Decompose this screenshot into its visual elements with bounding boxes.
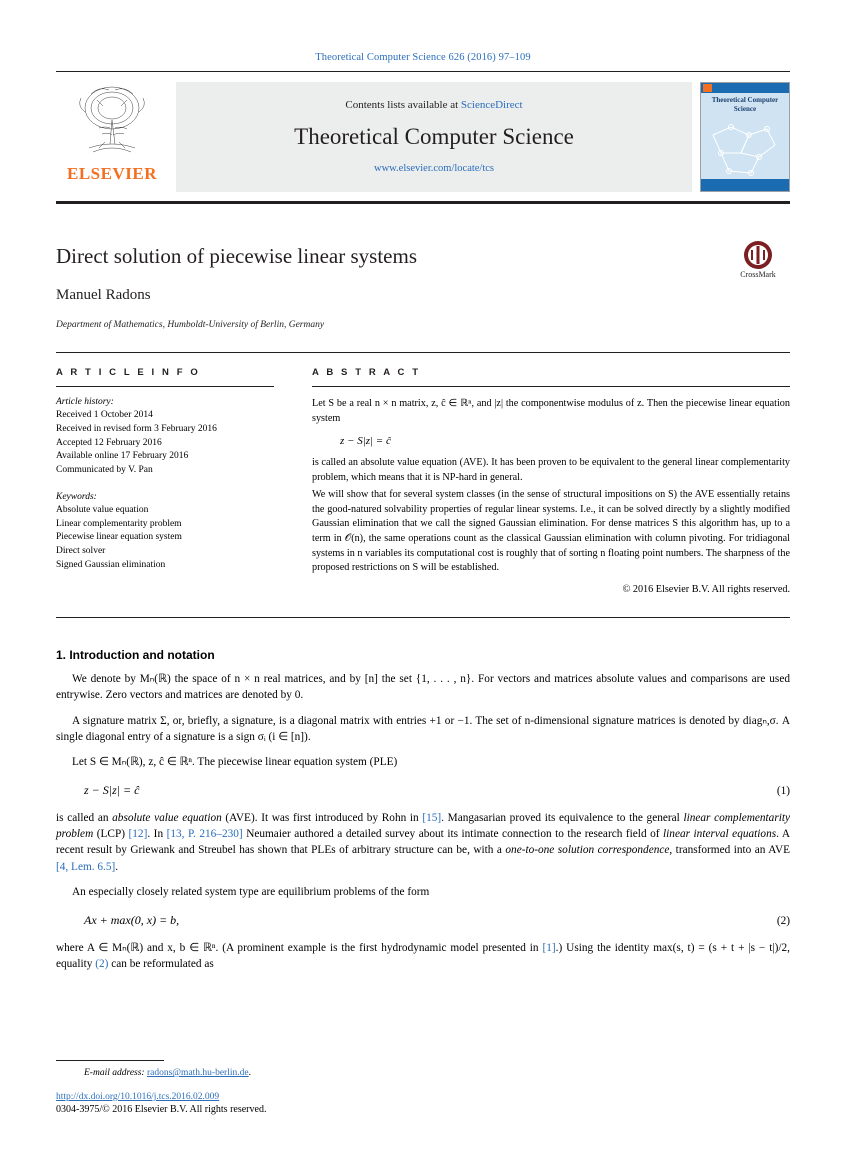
- history-item: Communicated by V. Pan: [56, 465, 153, 476]
- journal-cover-thumbnail: [700, 82, 790, 192]
- sciencedirect-link[interactable]: ScienceDirect: [460, 99, 523, 111]
- history-item: Accepted 12 February 2016: [56, 437, 162, 448]
- citation-link-15[interactable]: [15]: [422, 811, 442, 824]
- keyword-item: Linear complementarity problem: [56, 518, 182, 529]
- p4-seg-l: , transformed into an AVE: [669, 844, 791, 857]
- masthead-divider: [56, 201, 790, 204]
- crossmark-icon: [743, 240, 773, 270]
- body-paragraph-6: [56, 940, 790, 973]
- keyword-item: Signed Gaussian elimination: [56, 559, 166, 570]
- article-info-column: [56, 367, 288, 595]
- cover-bottom-band: [701, 179, 789, 191]
- citation-link-4[interactable]: [4, Lem. 6.5]: [56, 860, 116, 873]
- contents-prefix: Contents lists available at: [345, 99, 461, 111]
- article-info-rule: [56, 386, 274, 387]
- p6-seg-c: can be reformulated as: [108, 957, 214, 970]
- history-item: Received in revised form 3 February 2016: [56, 423, 217, 434]
- p4-seg-a: is called an: [56, 811, 113, 824]
- affiliation: Department of Mathematics, Humboldt-University of Berlin, Germany: [56, 320, 325, 330]
- body-paragraph-5: An especially closely related system type are equilibrium problems of the form: [72, 886, 430, 899]
- crossmark-badge[interactable]: [726, 240, 790, 279]
- page-footer: [56, 1060, 790, 1115]
- abstract-heading: A B S T R A C T: [312, 367, 421, 378]
- history-item: Received 1 October 2014: [56, 410, 153, 420]
- p4-seg-m: .: [115, 860, 119, 873]
- cover-top-band: [701, 83, 789, 93]
- cover-badge: [703, 84, 712, 92]
- keywords-label: Keywords:: [56, 491, 97, 502]
- elsevier-wordmark: ELSEVIER: [67, 164, 157, 183]
- p4-seg-f: (LCP): [93, 828, 129, 841]
- abstract-equation: z − S|z| = ĉ: [340, 435, 391, 448]
- email-period: .: [248, 1068, 251, 1078]
- abstract-divider: [56, 617, 790, 618]
- running-head: Theoretical Computer Science 626 (2016) 97–109: [315, 52, 531, 63]
- footnote-rule: [56, 1060, 164, 1061]
- history-label: Article history:: [56, 397, 114, 407]
- p4-seg-j: . A recent result by Griewank and Streubel has shown that PLEs of arbitrary structure can be, with a: [56, 828, 790, 857]
- doi-link[interactable]: http://dx.doi.org/10.1016/j.tcs.2016.02.009: [56, 1092, 220, 1102]
- abstract-paragraph-1: Let S be a real n × n matrix, z, ĉ ∈ ℝⁿ, and |z| the componentwise modulus of z. Then the piecewise linear equation system: [312, 398, 790, 424]
- page-title: Direct solution of piecewise linear systems: [56, 244, 417, 268]
- footnote-email: [56, 1068, 790, 1078]
- citation-link-1[interactable]: [1]: [542, 941, 556, 954]
- body-paragraph-4: [56, 810, 790, 876]
- p4-seg-h: Neumaier authored a detailed survey about its intimate connection to the research field of: [242, 828, 664, 841]
- abstract-column: [288, 367, 790, 595]
- section-heading-1: 1. Introduction and notation: [56, 647, 215, 662]
- cover-title: Theoretical Computer Science: [711, 96, 779, 113]
- history-item: Available online 17 February 2016: [56, 451, 189, 462]
- equation-2-number: (2): [776, 914, 790, 927]
- issn-copyright: 0304-3975/© 2016 Elsevier B.V. All rights reserved.: [56, 1104, 267, 1115]
- equation-2-row: [56, 913, 790, 928]
- p4-seg-d: . Mangasarian proved its equivalence to the general: [441, 811, 684, 824]
- abstract-copyright: © 2016 Elsevier B.V. All rights reserved.: [622, 583, 790, 595]
- keyword-item: Piecewise linear equation system: [56, 532, 182, 543]
- p4-seg-g: . In: [147, 828, 167, 841]
- article-body: [56, 648, 790, 973]
- p4-term-correspondence: one-to-one solution correspondence: [505, 844, 670, 857]
- body-paragraph-1: We denote by Mₙ(ℝ) the space of n × n real matrices, and by [n] the set {1, . . . , n}. For vectors and matrices absolute values and comparisons are used entrywise. Zero vectors and matrices are denoted by 0.: [56, 672, 790, 702]
- crossmark-label: CrossMark: [740, 270, 776, 279]
- p4-seg-c: (AVE). It was first introduced by Rohn in: [221, 811, 423, 824]
- author-list: Manuel Radons: [56, 287, 151, 303]
- p4-term-lcp: linear complementarity problem: [56, 811, 791, 841]
- elsevier-logo: [56, 82, 168, 192]
- info-abstract-row: [56, 367, 790, 595]
- elsevier-tree-icon: [69, 82, 155, 162]
- email-label: E-mail address:: [84, 1068, 145, 1078]
- abstract-rule: [312, 386, 790, 387]
- equation-1-row: [56, 783, 790, 798]
- contents-available-line: [345, 99, 522, 111]
- contents-panel: [176, 82, 692, 192]
- keyword-item: Direct solver: [56, 546, 106, 557]
- p4-term-interval: linear interval equations: [663, 828, 777, 841]
- header-divider: [56, 71, 790, 72]
- abstract-paragraph-3: We will show that for several system classes (in the sense of structural impositions on S) the AVE essentially retains the good-natured solvability properties of regular linear systems. I.e., it can be solved directly by a slightly modified Gaussian elimination that we call the signed Gaussian elimination. For dense matrices S this algorithm has, up to a term in 𝒪(n), the same operations count as the classical Gaussian elimination with column pivoting. For tridiagonal systems in n variables its computational cost is roughly that of sorting n floating point numbers. The sharpness of the proposed restrictions on S will be established.: [312, 489, 790, 574]
- equation-ref-2[interactable]: (2): [95, 957, 109, 970]
- abstract-paragraph-2: is called an absolute value equation (AVE). It has been proven to be equivalent to the general linear complementarity problem, which means that it is NP-hard in general.: [312, 457, 790, 483]
- p6-seg-b: .) Using the identity max(s, t) = (s + t + |s − t|)/2, equality: [56, 941, 790, 970]
- equation-1-number: (1): [776, 784, 790, 797]
- email-link[interactable]: radons@math.hu-berlin.de: [146, 1068, 249, 1078]
- article-info-heading: A R T I C L E I N F O: [56, 367, 201, 378]
- body-paragraph-2: A signature matrix Σ, or, briefly, a signature, is a diagonal matrix with entries +1 or −1. The set of n-dimensional signature matrices is denoted by diagₙ,σ. A single diagonal entry of a signature is a sign σᵢ (i ∈ [n]).: [56, 714, 790, 743]
- p4-term-ave: absolute value equation: [112, 811, 222, 824]
- journal-title: Theoretical Computer Science: [294, 124, 574, 149]
- equation-2: Ax + max(0, x) = b,: [84, 912, 180, 927]
- citation-link-12[interactable]: [12]: [128, 828, 148, 841]
- keyword-item: Absolute value equation: [56, 504, 149, 515]
- title-block: [56, 244, 790, 330]
- title-divider: [56, 352, 790, 353]
- journal-url-link[interactable]: www.elsevier.com/locate/tcs: [373, 163, 495, 174]
- journal-masthead: [56, 82, 790, 192]
- equation-1: z − S|z| = ĉ: [84, 782, 140, 797]
- citation-link-13[interactable]: [13, P. 216–230]: [166, 828, 243, 841]
- p6-seg-a: where A ∈ Mₙ(ℝ) and x, b ∈ ℝⁿ. (A prominent example is the first hydrodynamic model presented in: [56, 941, 543, 954]
- body-paragraph-3: Let S ∈ Mₙ(ℝ), z, ĉ ∈ ℝⁿ. The piecewise linear equation system (PLE): [72, 756, 398, 769]
